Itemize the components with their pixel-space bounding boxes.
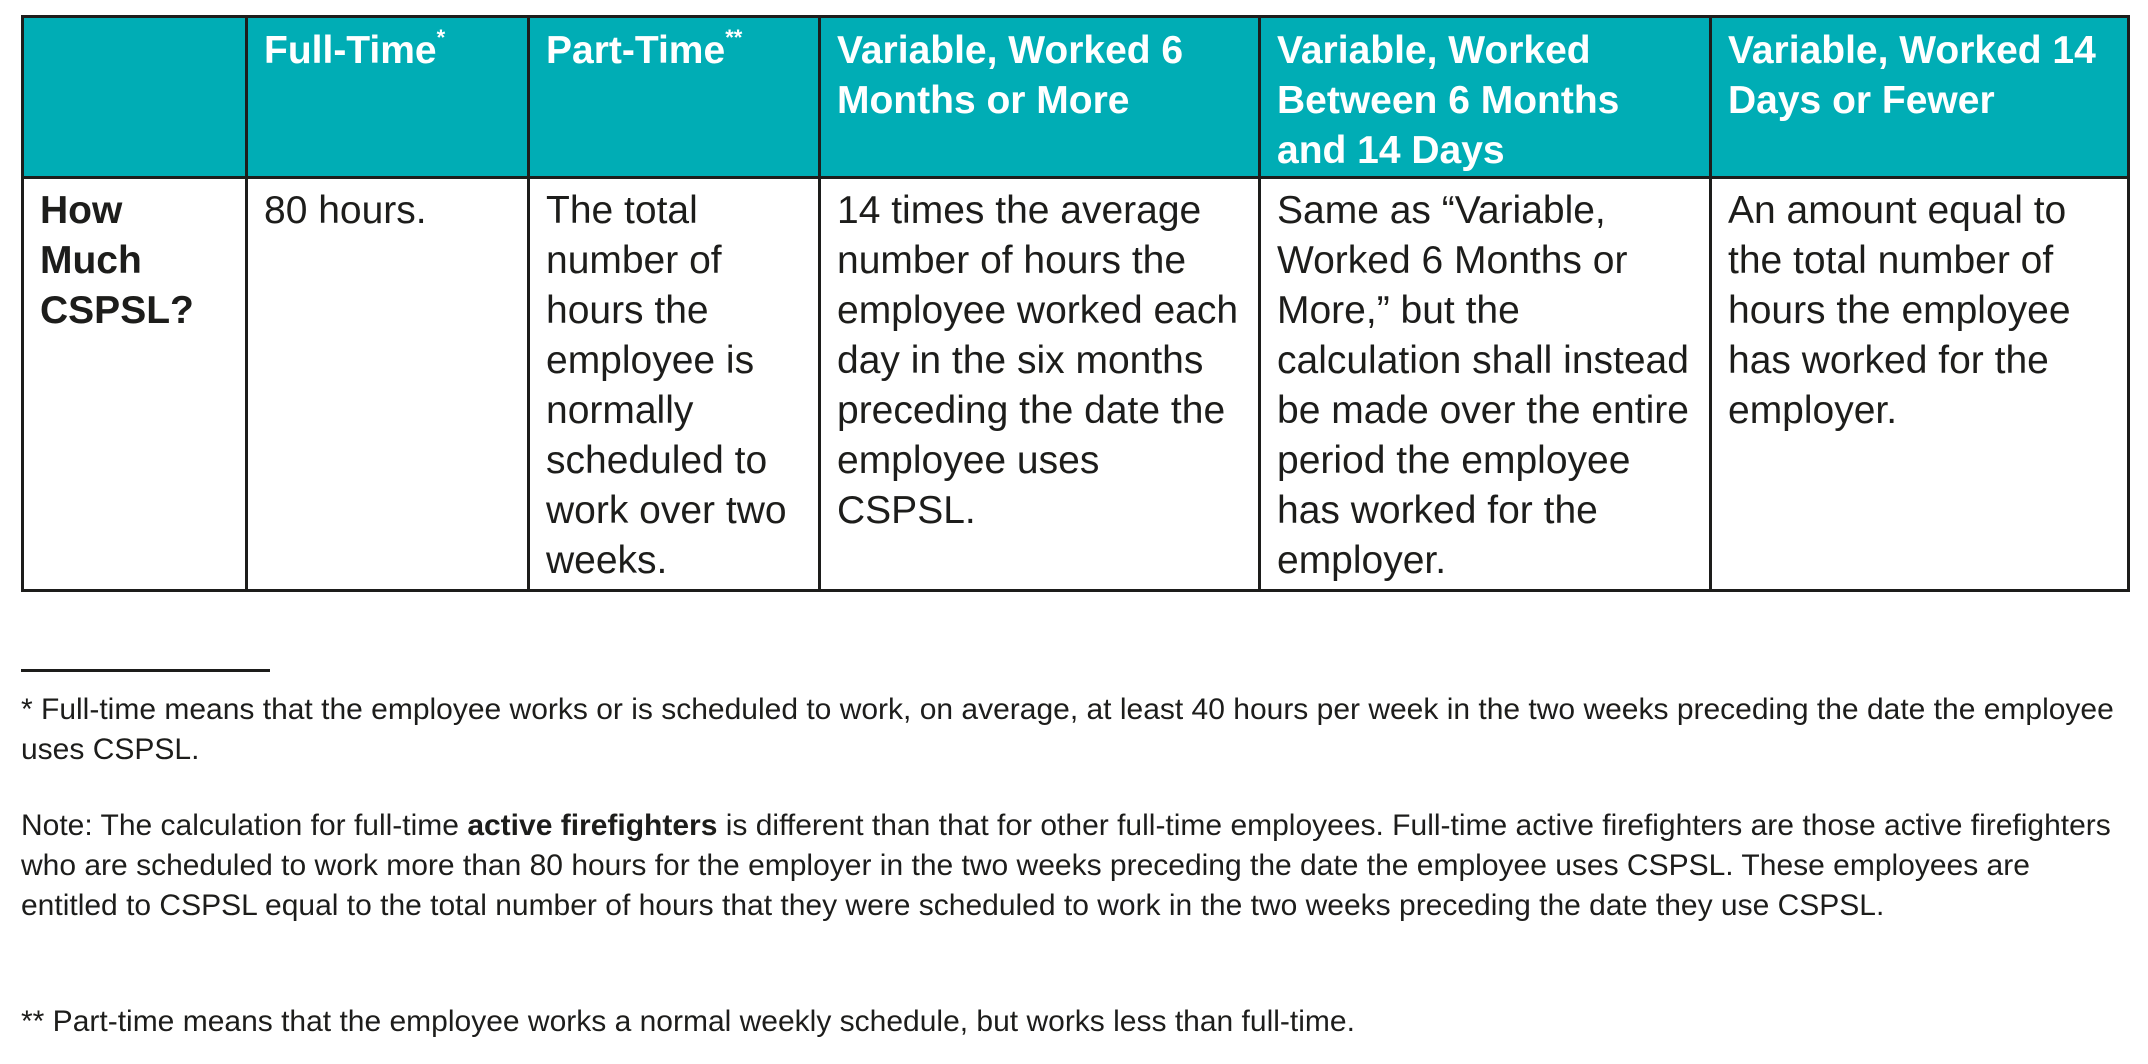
header-cell-variable-14-days [1711, 17, 2129, 178]
header-cell-variable-6-months [820, 17, 1260, 178]
header-cell-empty [23, 17, 247, 178]
cspsl-table [21, 15, 2130, 592]
header-row [23, 17, 2129, 178]
header-label: Part-Time [546, 29, 726, 72]
cell-full-time: 80 hours. [247, 178, 529, 591]
cell-variable-between: Same as “Variable, Worked 6 Months or More,” but the calculation shall instead be made over the entire period the employee has worked for the employer. [1260, 178, 1711, 591]
footnote-marker: * [436, 25, 446, 50]
header-label: Full-Time [264, 29, 437, 72]
footnote-part-time: ** Part-time means that the employee works a normal weekly schedule, but works less than full-time. [21, 1005, 1355, 1038]
note-prefix: Note: The calculation for full-time [21, 809, 468, 842]
header-label: Variable, Worked Between 6 Months and 14 Days [1277, 29, 1620, 172]
footnote-marker: ** [725, 25, 743, 50]
header-cell-part-time [529, 17, 820, 178]
cell-part-time: The total number of hours the employee is normally scheduled to work over two weeks. [529, 178, 820, 591]
header-label: Variable, Worked 14 Days or Fewer [1728, 29, 2096, 122]
note-bold-term: active firefighters [467, 809, 718, 842]
table-header [23, 17, 2129, 178]
footnote-full-time: * Full-time means that the employee works or is scheduled to work, on average, at least 40 hours per week in the two weeks preceding the date the employee uses CSPSL. [21, 693, 2114, 766]
note-suffix: is different than that for other full-time employees. Full-time active firefighters are those active firefighters who are scheduled to work more than 80 hours for the employer in the two weeks preceding the date the employee uses CSPSL. These employees are entitled to CSPSL equal to the total number of hours that they were scheduled to work in the two weeks preceding the date they use CSPSL. [21, 809, 2111, 922]
header-cell-full-time [247, 17, 529, 178]
header-label: Variable, Worked 6 Months or More [837, 29, 1184, 122]
table-body [23, 178, 2129, 591]
footnote-divider [21, 669, 270, 672]
cell-variable-6-months: 14 times the average number of hours the employee worked each day in the six months preceding the date the employee uses CSPSL. [820, 178, 1260, 591]
row-label: How Much CSPSL? [23, 178, 247, 591]
header-cell-variable-between [1260, 17, 1711, 178]
footnote-firefighters-note [21, 806, 2121, 926]
table-row [23, 178, 2129, 591]
cell-variable-14-days: An amount equal to the total number of hours the employee has worked for the employer. [1711, 178, 2129, 591]
